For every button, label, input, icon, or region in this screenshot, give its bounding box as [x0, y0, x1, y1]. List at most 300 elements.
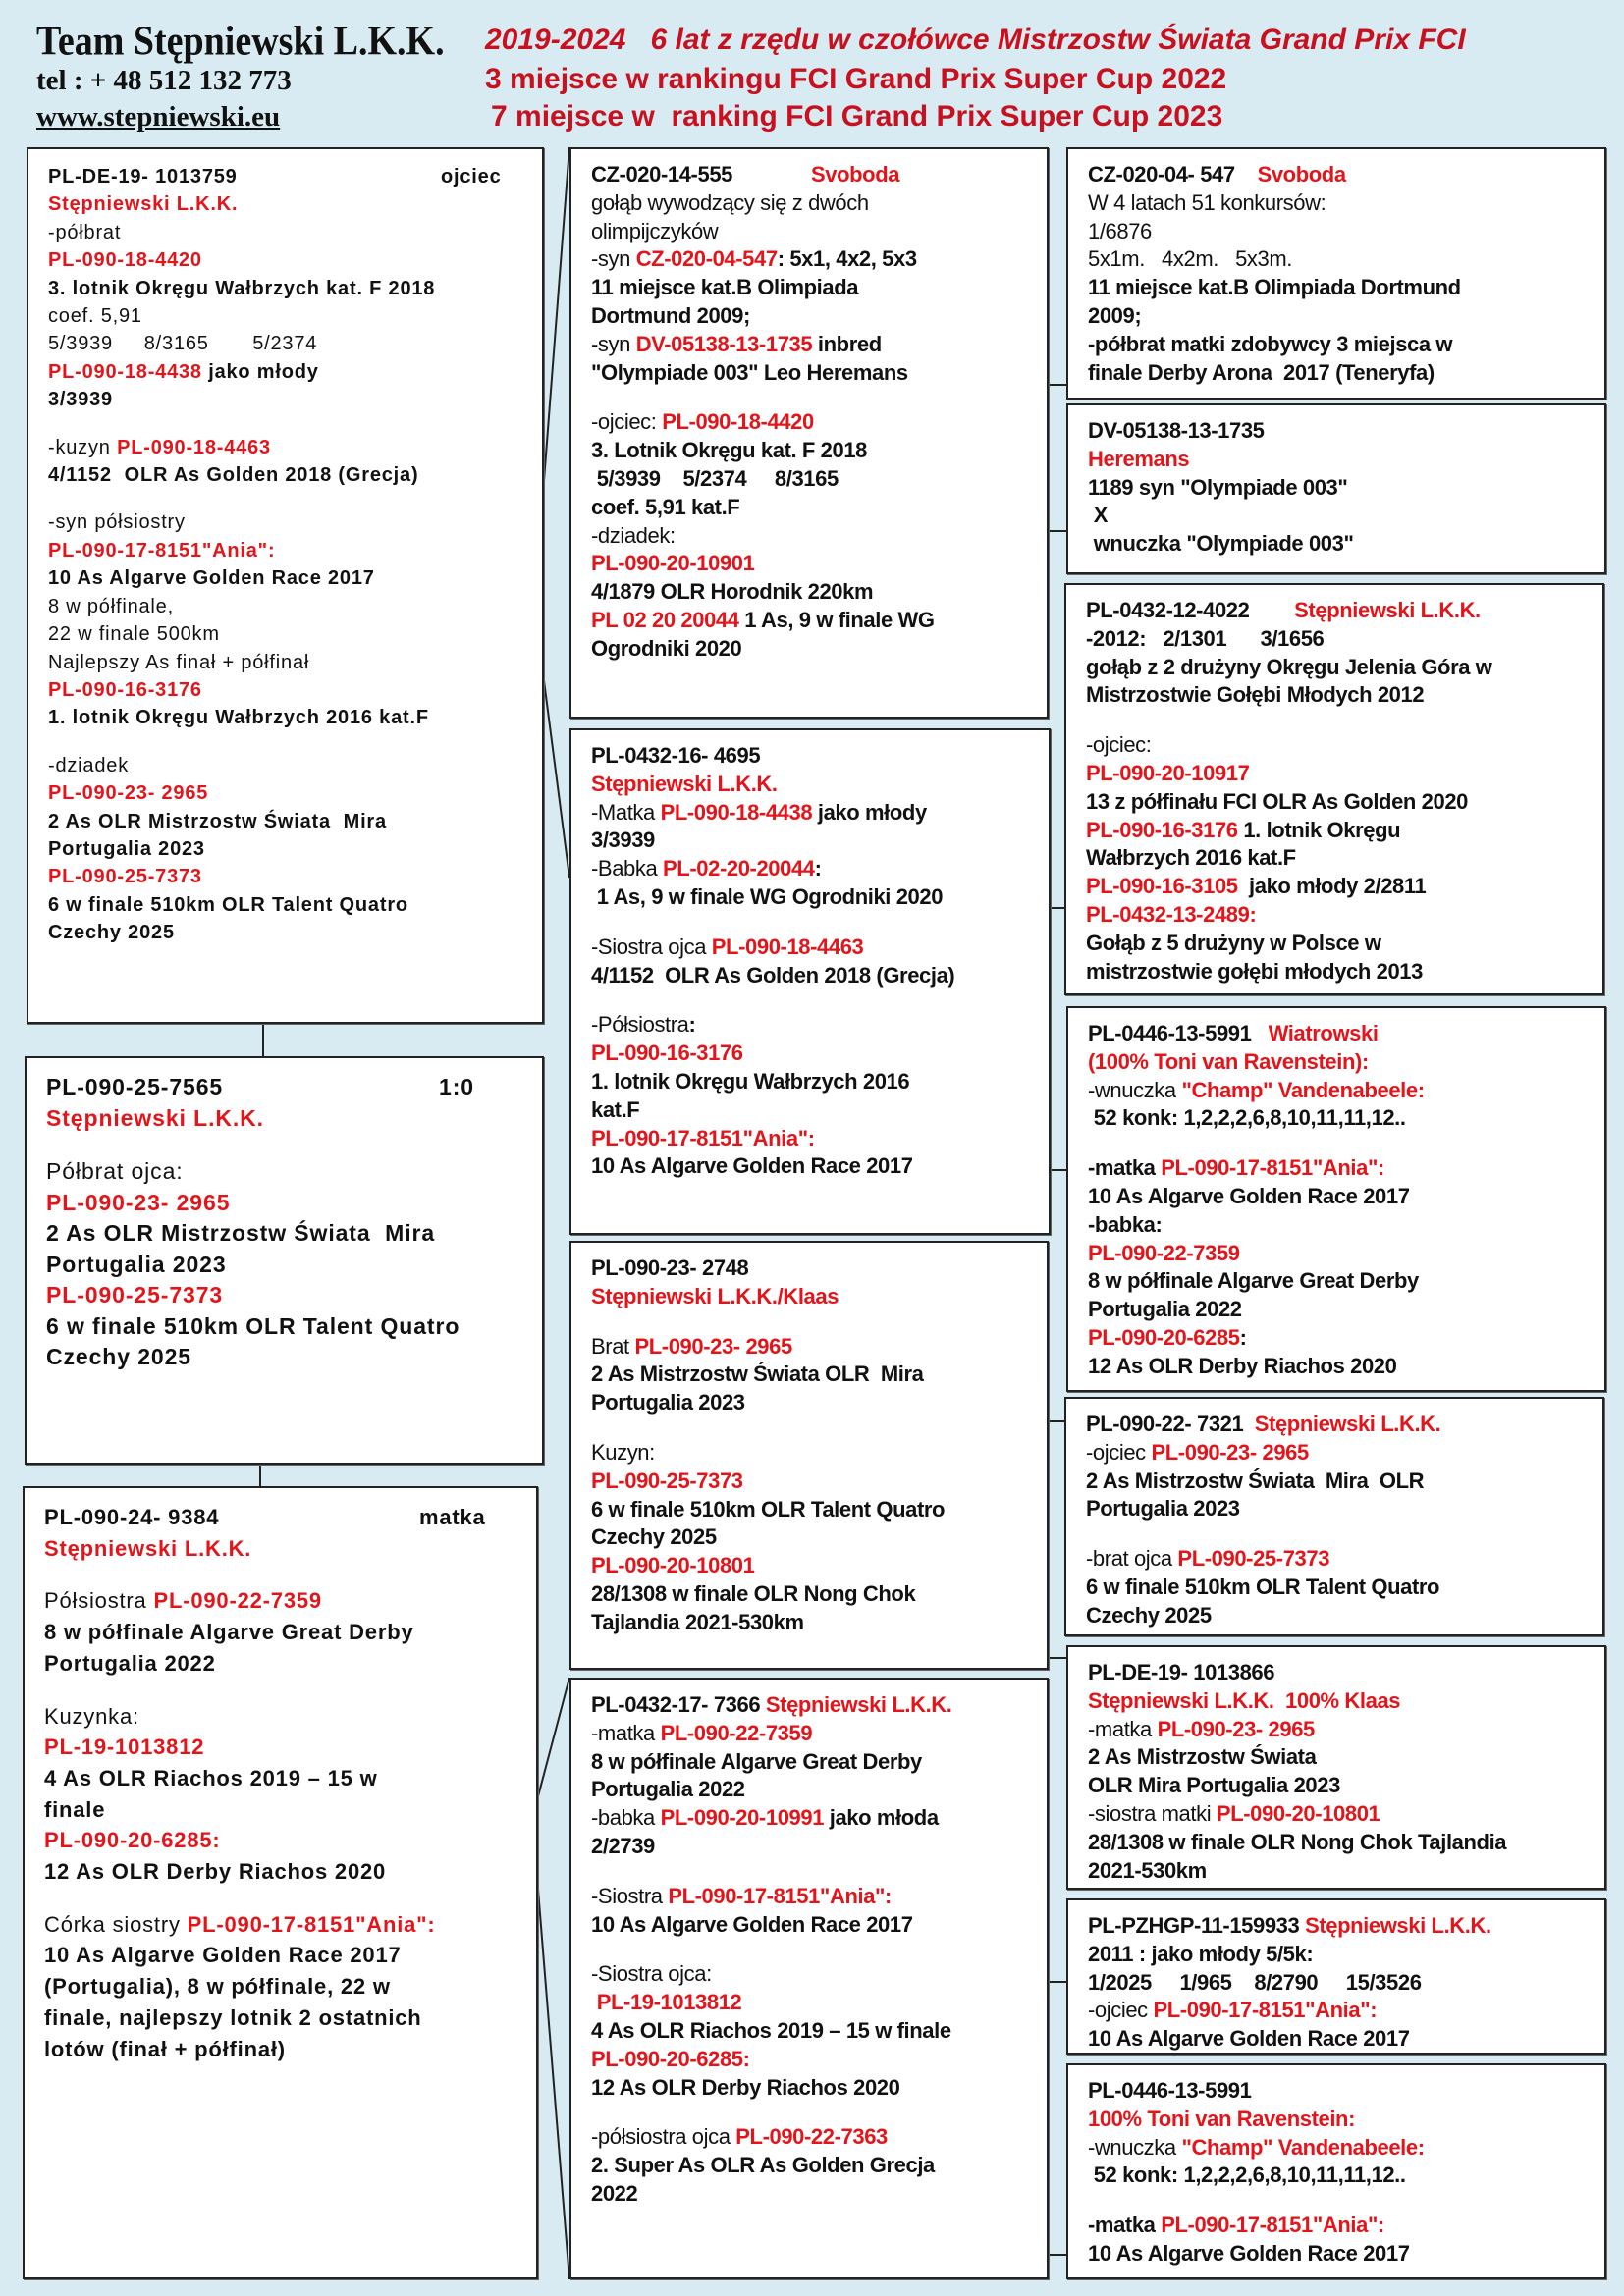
- text: 10 As Algarve Golden Race 2017: [1088, 1183, 1410, 1208]
- text: PL-090-23- 2748: [591, 1255, 749, 1280]
- text: Tajlandia 2021-530km: [591, 1609, 804, 1634]
- pedigree-line: [44, 2002, 516, 2034]
- relation-tag: ojciec: [441, 166, 502, 187]
- pedigree-line: [1086, 1495, 1583, 1523]
- connector-line: [538, 1678, 569, 1796]
- pedigree-line: [591, 1283, 1027, 1311]
- pedigree-line: [591, 437, 1027, 465]
- text: PL-090-22- 7321: [1086, 1412, 1255, 1436]
- pedigree-line: [591, 1152, 1029, 1181]
- ring-number-line: [1086, 1411, 1583, 1439]
- pedigree-line: [46, 1134, 522, 1156]
- pedigree-line: [1086, 654, 1583, 682]
- text: -2012: 2/1301 3/1656: [1086, 625, 1325, 651]
- text: inbred: [812, 331, 882, 356]
- highlight-text: PL-090-18-4438: [660, 799, 813, 825]
- text: 8 w półfinale,: [48, 595, 174, 617]
- text: -babka:: [1088, 1211, 1163, 1237]
- pedigree-box-m4: [569, 1678, 1049, 2279]
- pedigree-line: [1088, 1969, 1585, 1998]
- text: -półbrat matki zdobywcy 3 miejsca w: [1088, 331, 1453, 356]
- text: 12 As OLR Derby Riachos 2020: [1088, 1353, 1397, 1378]
- pedigree-line: [591, 1311, 1027, 1333]
- pedigree-line: [1088, 1800, 1585, 1829]
- achievement-line-2: 3 miejsce w rankingu FCI Grand Prix Super Cup 2022: [485, 63, 1227, 95]
- text: 10 As Algarve Golden Race 2017: [48, 567, 375, 590]
- text: jako młoda: [824, 1805, 939, 1831]
- pedigree-line: [1086, 901, 1583, 930]
- text: -dziadek: [48, 754, 129, 776]
- text: -babka: [591, 1805, 661, 1831]
- pedigree-line: [1088, 1829, 1585, 1857]
- pedigree-line: [48, 275, 522, 302]
- text: PL-0432-16- 4695: [591, 743, 761, 768]
- text: 3. lotnik Okręgu Wałbrzych kat. F 2018: [48, 277, 436, 299]
- achievement-line-3: 7 miejsce w ranking FCI Grand Prix Super Cup 2023: [491, 100, 1223, 133]
- highlight-text: PL-090-17-8151"Ania":: [187, 1911, 436, 1937]
- pedigree-line: [46, 1103, 522, 1135]
- text: 12 As OLR Derby Riachos 2020: [591, 2074, 900, 2100]
- text: 2011 : jako młody 5/5k:: [1088, 1941, 1314, 1966]
- text: Czechy 2025: [591, 1524, 717, 1550]
- text: 6 w finale 510km OLR Talent Quatro: [591, 1496, 946, 1522]
- text: -półbrat: [48, 221, 122, 243]
- pedigree-line: [591, 2152, 1027, 2180]
- text: PL-090-24- 9384: [44, 1505, 220, 1529]
- pedigree-line: [48, 190, 522, 218]
- text: 1. lotnik Okręgu Wałbrzych 2016 kat.F: [48, 707, 429, 729]
- pedigree-line: [48, 649, 522, 676]
- text: 2 As Mistrzostw Świata: [1088, 1744, 1317, 1770]
- text: 8 w półfinale Algarve Great Derby: [44, 1620, 414, 1645]
- text: X: [1088, 503, 1108, 528]
- pedigree-line: [591, 274, 1027, 302]
- pedigree-line: [1086, 625, 1583, 654]
- text: 28/1308 w finale OLR Nong Chok: [591, 1580, 916, 1606]
- pedigree-line: [591, 635, 1027, 664]
- pedigree-line: [1086, 873, 1583, 901]
- text: 10 As Algarve Golden Race 2017: [44, 1943, 402, 1968]
- text: -Siostra ojca: [591, 934, 712, 959]
- pedigree-line: [591, 799, 1029, 828]
- highlight-text: PL-090-23- 2965: [46, 1189, 231, 1215]
- pedigree-box-m2: [569, 728, 1051, 1235]
- text: -kuzyn: [48, 436, 118, 458]
- text: 11 miejsce kat.B Olimpiada Dortmund: [1088, 275, 1461, 300]
- highlight-text: PL-090-25-7373: [46, 1282, 224, 1308]
- pedigree-line: [48, 537, 522, 564]
- highlight-text: Stępniewski L.K.K.: [765, 1692, 952, 1717]
- pedigree-line: [48, 779, 522, 807]
- text: finale Derby Arona 2017 (Teneryfa): [1088, 359, 1435, 385]
- pedigree-line: [44, 1680, 516, 1701]
- highlight-text: PL-090-20-6285:: [44, 1828, 221, 1853]
- pedigree-line: [591, 1333, 1027, 1362]
- pedigree-line: [591, 1720, 1027, 1748]
- pedigree-line: [591, 189, 1027, 218]
- text: Kuzyn:: [591, 1439, 655, 1465]
- highlight-text: PL-090-20-10801: [591, 1553, 755, 1578]
- text: Kuzynka:: [44, 1703, 139, 1729]
- text: 1/6876: [1088, 218, 1152, 243]
- pedigree-line: [1086, 1523, 1583, 1545]
- text: Portugalia 2023: [1086, 1496, 1240, 1522]
- text: W 4 latach 51 konkursów:: [1088, 189, 1326, 215]
- pedigree-line: [1088, 1687, 1585, 1716]
- text: PL-0446-13-5991: [1088, 1021, 1269, 1045]
- pedigree-line: [48, 676, 522, 704]
- pedigree-line: [591, 1911, 1027, 1940]
- pedigree-line: [1088, 2190, 1585, 2212]
- text: PL-0446-13-5991: [1088, 2078, 1252, 2103]
- text: Dortmund 2009;: [591, 302, 750, 328]
- highlight-text: 100% Toni van Ravenstein:: [1088, 2106, 1356, 2131]
- pedigree-line: [1086, 1468, 1583, 1496]
- text: -syn półsiostry: [48, 511, 186, 534]
- pedigree-line: [1088, 1997, 1585, 2025]
- pedigree-line: [44, 1564, 516, 1585]
- ring-number-line: [1088, 1912, 1585, 1941]
- text: Brat: [591, 1333, 635, 1359]
- text: 4/1152 OLR As Golden 2018 (Grecja): [48, 464, 419, 487]
- pedigree-line: [1088, 1743, 1585, 1772]
- text: 11 miejsce kat.B Olimpiada: [591, 275, 859, 300]
- pedigree-box-r3: [1064, 583, 1604, 995]
- pedigree-line: [48, 919, 522, 946]
- pedigree-line: [1086, 1439, 1583, 1468]
- pedigree-line: [1088, 1941, 1585, 1969]
- highlight-text: Stępniewski L.K.K.: [591, 771, 778, 796]
- ring-number-line: [48, 163, 522, 190]
- highlight-text: PL-19-1013812: [44, 1735, 205, 1760]
- pedigree-line: [48, 732, 522, 752]
- highlight-text: Stępniewski L.K.K.: [1254, 1412, 1441, 1436]
- highlight-text: PL-090-22-7363: [735, 2124, 888, 2150]
- pedigree-line: [1088, 1324, 1585, 1353]
- pedigree-line: [1086, 1545, 1583, 1574]
- pedigree-box-r6: [1066, 1645, 1606, 1890]
- pedigree-box-m1: [569, 147, 1049, 719]
- pedigree-line: [48, 489, 522, 508]
- pedigree-line: [591, 245, 1027, 274]
- pedigree-line: [591, 1552, 1027, 1580]
- highlight-text: CZ-020-04-547: [635, 246, 778, 272]
- pedigree-box-r7: [1066, 1898, 1606, 2055]
- pedigree-line: [591, 827, 1029, 855]
- text: 2 As Mistrzostw Świata OLR Mira: [591, 1362, 924, 1387]
- text: 22 w finale 500km: [48, 623, 220, 646]
- pedigree-line: [591, 1389, 1027, 1417]
- text: 2021-530km: [1088, 1857, 1207, 1883]
- text: -Siostra: [591, 1883, 669, 1908]
- pedigree-line: [591, 912, 1029, 934]
- pedigree-line: [591, 2180, 1027, 2209]
- pedigree-line: [48, 330, 522, 357]
- text: 10 As Algarve Golden Race 2017: [1088, 2026, 1410, 2052]
- text: PL-PZHGP-11-159933: [1088, 1913, 1306, 1938]
- text: olimpijczyków: [591, 218, 719, 243]
- highlight-text: DV-05138-13-1735: [635, 331, 813, 356]
- text: wnuczka "Olympiade 003": [1088, 531, 1354, 557]
- highlight-text: Svoboda: [1257, 162, 1346, 187]
- text: -ojciec: [1086, 1439, 1152, 1465]
- pedigree-line: [44, 1971, 516, 2002]
- highlight-text: PL-090-20-10917: [1086, 760, 1250, 785]
- text: 10 As Algarve Golden Race 2017: [591, 1911, 913, 1937]
- pedigree-box-l3: [23, 1486, 538, 2279]
- pedigree-line: [48, 461, 522, 489]
- highlight-text: PL-090-22-7359: [153, 1588, 322, 1614]
- text: finale, najlepszy lotnik 2 ostatnich: [44, 2004, 422, 2030]
- pedigree-line: [46, 1250, 522, 1281]
- highlight-text: Stępniewski L.K.K./Klaas: [591, 1283, 839, 1308]
- text: PL-090-25-7565: [46, 1074, 224, 1099]
- team-name: Team Stępniewski L.K.K.: [36, 19, 445, 65]
- pedigree-line: [46, 1342, 522, 1373]
- pedigree-line: [591, 2123, 1027, 2152]
- relation-tag: matka: [419, 1505, 486, 1529]
- text: 10 As Algarve Golden Race 2017: [1088, 2240, 1410, 2266]
- highlight-text: PL-090-22-7359: [660, 1720, 813, 1745]
- pedigree-line: [44, 1585, 516, 1617]
- pedigree-line: [591, 1580, 1027, 1609]
- text: Portugalia 2023: [591, 1390, 745, 1415]
- pedigree-line: [591, 408, 1027, 437]
- pedigree-line: [591, 1523, 1027, 1552]
- pedigree-line: [1086, 817, 1583, 845]
- text: 1 As, 9 w finale WG Ogrodniki 2020: [591, 883, 944, 909]
- pedigree-line: [591, 465, 1027, 494]
- text: -syn: [591, 331, 636, 356]
- pedigree-line: [48, 302, 522, 330]
- pedigree-line: [1088, 1716, 1585, 1744]
- achievement-line-1: 2019-2024 6 lat z rzędu w czołówce Mistrzostw Świata Grand Prix FCI: [485, 24, 1466, 56]
- pedigree-line: [1088, 1077, 1585, 1105]
- highlight-text: PL-090-17-8151"Ania":: [1161, 1155, 1384, 1181]
- text: Córka siostry: [44, 1911, 188, 1937]
- highlight-text: PL-090-16-3105: [1086, 874, 1238, 899]
- highlight-text: PL-19-1013812: [591, 1990, 742, 2015]
- text: -półsiostra ojca: [591, 2124, 736, 2150]
- text: gołąb wywodzący się z dwóch: [591, 189, 869, 215]
- text: -siostra matki: [1088, 1800, 1217, 1826]
- text: jako młody: [201, 360, 319, 383]
- text: -ojciec: [1088, 1998, 1154, 2023]
- pedigree-line: [591, 1833, 1027, 1861]
- pedigree-line: [591, 1861, 1027, 1883]
- pedigree-line: [1086, 788, 1583, 817]
- pedigree-line: [1088, 189, 1585, 218]
- highlight-text: PL-090-23- 2965: [48, 782, 209, 805]
- ring-number-line: [591, 161, 1027, 189]
- text: 4/1879 OLR Horodnik 220km: [591, 579, 874, 605]
- text: "Olympiade 003" Leo Heremans: [591, 359, 908, 385]
- text: -wnuczka: [1088, 1077, 1182, 1102]
- website-link[interactable]: www.stepniewski.eu: [36, 101, 281, 133]
- text: 52 konk: 1,2,2,2,6,8,10,11,11,12..: [1088, 1105, 1406, 1131]
- highlight-text: PL-090-25-7373: [48, 866, 202, 888]
- pedigree-line: [591, 359, 1027, 388]
- text: -matka: [1088, 2213, 1162, 2238]
- ring-number-line: [44, 1502, 516, 1533]
- connector-line: [542, 666, 569, 878]
- highlight-text: PL-090-17-8151"Ania":: [591, 1125, 815, 1150]
- pedigree-line: [591, 218, 1027, 246]
- pedigree-line: [591, 1776, 1027, 1804]
- pedigree-line: [1088, 1048, 1585, 1077]
- pedigree-line: [591, 771, 1029, 799]
- pedigree-line: [591, 1939, 1027, 1960]
- pedigree-line: [48, 808, 522, 835]
- pedigree-line: [44, 1533, 516, 1565]
- pedigree-line: [591, 962, 1029, 990]
- highlight-text: PL 02 20 20044: [591, 607, 739, 632]
- pedigree-line: [591, 934, 1029, 962]
- pedigree-line: [1088, 1154, 1585, 1183]
- text: -matka: [1088, 1716, 1158, 1741]
- highlight-text: PL-090-16-3176: [591, 1041, 743, 1066]
- highlight-text: PL-090-20-6285: [1088, 1324, 1240, 1350]
- text: : 5x1, 4x2, 5x3: [777, 246, 917, 272]
- text: 28/1308 w finale OLR Nong Chok Tajlandia: [1088, 1829, 1507, 1854]
- highlight-text: PL-090-22-7359: [1088, 1240, 1240, 1265]
- text: -wnuczka: [1088, 2134, 1182, 2160]
- highlight-text: "Champ" Vandenabeele:: [1181, 1077, 1425, 1102]
- text: 12 As OLR Derby Riachos 2020: [44, 1859, 387, 1885]
- text: 5/3939 8/3165 5/2374: [48, 333, 318, 355]
- highlight-text: Stępniewski L.K.K. 100% Klaas: [1088, 1687, 1401, 1713]
- text: Portugalia 2023: [46, 1251, 227, 1277]
- highlight-text: PL-090-20-10991: [660, 1805, 825, 1831]
- text: -Babka: [591, 856, 664, 881]
- phone-number: tel : + 48 512 132 773: [36, 65, 292, 96]
- text: OLR Mira Portugalia 2023: [1088, 1773, 1340, 1798]
- pedigree-line: [48, 434, 522, 461]
- text: 6 w finale 510km OLR Talent Quatro: [1086, 1574, 1440, 1599]
- highlight-text: PL-090-18-4420: [662, 409, 814, 435]
- highlight-text: PL-090-16-3176: [1086, 817, 1238, 842]
- pedigree-line: [46, 1218, 522, 1250]
- pedigree-line: [1088, 302, 1585, 331]
- pedigree-line: [591, 1609, 1027, 1637]
- pedigree-line: [591, 494, 1027, 522]
- highlight-text: PL-090-17-8151"Ania":: [48, 539, 276, 561]
- pedigree-line: [44, 1940, 516, 1971]
- ring-number-line: [591, 1255, 1027, 1283]
- highlight-text: Stępniewski L.K.K.: [48, 193, 239, 216]
- pedigree-line: [591, 1439, 1027, 1468]
- pedigree-line: [591, 387, 1027, 408]
- ring-number-line: [1088, 161, 1585, 189]
- highlight-text: PL-090-23- 2965: [1157, 1716, 1315, 1741]
- pedigree-line: [591, 989, 1029, 1011]
- pedigree-line: [44, 2034, 516, 2065]
- pedigree-line: [1088, 1857, 1585, 1886]
- highlight-text: PL-090-17-8151"Ania":: [1161, 2213, 1384, 2238]
- text: kat.F: [591, 1096, 640, 1122]
- pedigree-line: [1088, 331, 1585, 359]
- text: Półbrat ojca:: [46, 1158, 184, 1184]
- pedigree-line: [46, 1188, 522, 1219]
- highlight-text: Stępniewski L.K.K.: [44, 1535, 252, 1561]
- pedigree-line: [1088, 1211, 1585, 1240]
- pedigree-line: [44, 1825, 516, 1856]
- text: Wałbrzych 2016 kat.F: [1086, 845, 1296, 871]
- pedigree-line: [1088, 502, 1585, 530]
- pedigree-line: [44, 1701, 516, 1733]
- pedigree-line: [591, 522, 1027, 551]
- text: :: [1239, 1324, 1247, 1350]
- highlight-text: Heremans: [1088, 446, 1190, 471]
- text: jako młody 2/2811: [1237, 874, 1427, 899]
- pedigree-line: [48, 564, 522, 592]
- connector-line: [542, 147, 569, 507]
- pedigree-line: [44, 1909, 516, 1941]
- pedigree-line: [48, 863, 522, 890]
- text: PL-0432-17- 7366: [591, 1692, 766, 1717]
- text: Portugalia 2022: [591, 1777, 745, 1802]
- ring-number-line: [46, 1072, 522, 1103]
- pedigree-line: [46, 1311, 522, 1343]
- text: 5/3939 5/2374 8/3165: [591, 465, 839, 491]
- pedigree-line: [591, 1361, 1027, 1389]
- highlight-text: Stępniewski L.K.K.: [46, 1104, 264, 1131]
- pedigree-line: [1086, 1574, 1583, 1602]
- text: 5x1m. 4x2m. 5x3m.: [1088, 246, 1293, 272]
- pedigree-line: [48, 593, 522, 620]
- highlight-text: PL-090-20-10801: [1216, 1800, 1380, 1826]
- pedigree-line: [591, 2074, 1027, 2103]
- pedigree-line: [591, 883, 1029, 912]
- text: mistrzostwie gołębi młodych 2013: [1086, 958, 1423, 984]
- text: 3/3939: [48, 389, 113, 411]
- text: 1. lotnik Okręgu Wałbrzych 2016: [591, 1068, 910, 1094]
- text: finale: [44, 1796, 106, 1822]
- text: jako młody: [812, 799, 927, 825]
- text: -matka: [1088, 1155, 1162, 1181]
- pedigree-line: [1088, 2212, 1585, 2240]
- pedigree-line: [46, 1280, 522, 1311]
- highlight-text: PL-090-23- 2965: [1151, 1439, 1309, 1465]
- pedigree-line: [48, 219, 522, 246]
- text: Portugalia 2022: [1088, 1297, 1242, 1322]
- text: -dziadek:: [591, 522, 676, 548]
- text: 8 w półfinale Algarve Great Derby: [1088, 1268, 1419, 1294]
- pedigree-line: [1088, 2240, 1585, 2269]
- connector-line: [538, 1890, 569, 2279]
- pedigree-line: [1088, 359, 1585, 388]
- text: :: [688, 1012, 696, 1038]
- pedigree-line: [591, 1417, 1027, 1439]
- pedigree-box-r1: [1066, 147, 1606, 400]
- ring-number-line: [591, 742, 1029, 771]
- text: 3. Lotnik Okręgu kat. F 2018: [591, 438, 868, 463]
- pedigree-line: [1088, 2134, 1585, 2163]
- text: 2/2739: [591, 1833, 655, 1858]
- pedigree-line: [591, 1011, 1029, 1040]
- pedigree-line: [1088, 2025, 1585, 2054]
- text: -matka: [591, 1720, 661, 1745]
- text: CZ-020-04- 547: [1088, 162, 1258, 187]
- pedigree-line: [1088, 1267, 1585, 1296]
- pedigree-line: [1088, 1240, 1585, 1268]
- highlight-text: PL-090-18-4420: [48, 249, 202, 272]
- pedigree-line: [1088, 2106, 1585, 2134]
- pedigree-line: [591, 302, 1027, 331]
- pedigree-line: [1088, 2162, 1585, 2190]
- text: -brat ojca: [1086, 1546, 1178, 1572]
- pedigree-line: [1088, 245, 1585, 274]
